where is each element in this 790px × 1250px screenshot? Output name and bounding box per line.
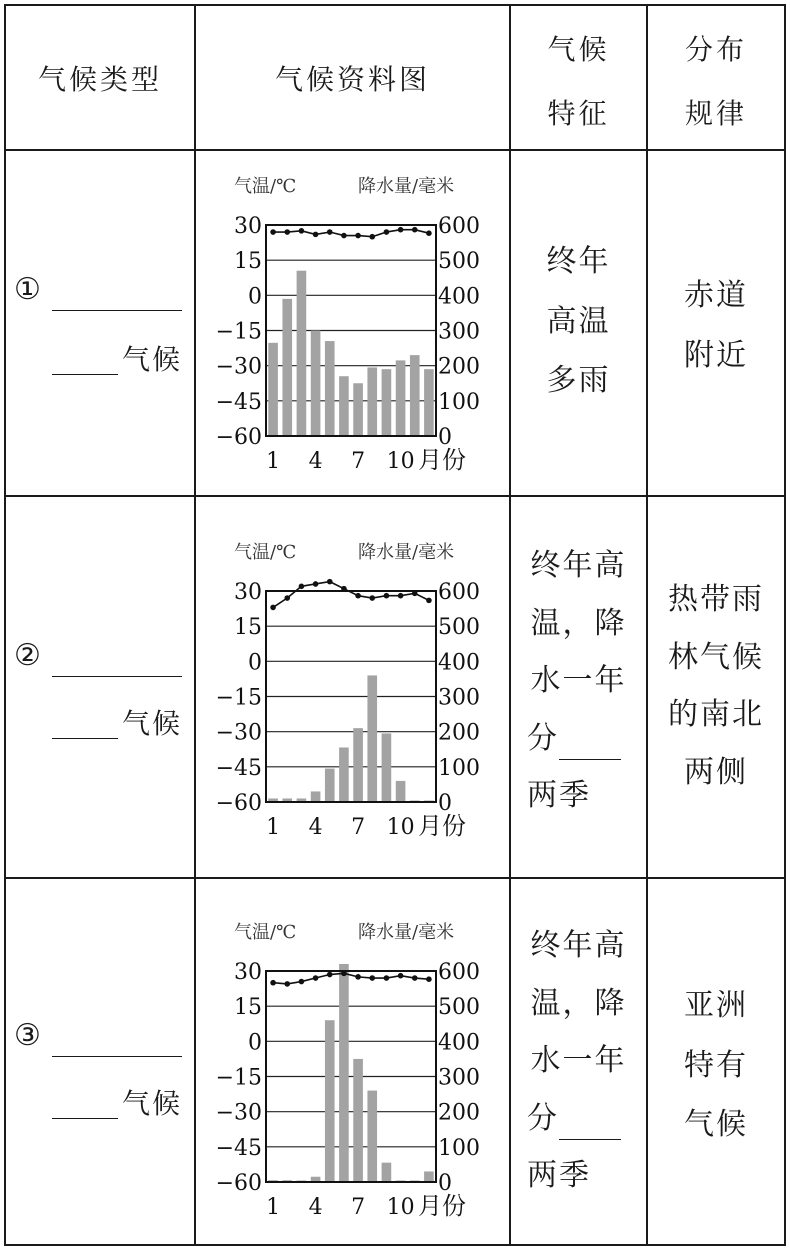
temperature-point xyxy=(426,230,432,236)
precipitation-bar xyxy=(424,369,434,436)
feature-line: 高温 xyxy=(546,303,611,339)
distribution-line: 赤道 xyxy=(684,278,748,313)
left-tick-label: −60 xyxy=(215,791,262,816)
climate-suffix: 气候 xyxy=(122,343,183,376)
precipitation-bar xyxy=(396,781,406,802)
header-climate-feature-line2: 特征 xyxy=(547,97,610,130)
distribution-line: 附近 xyxy=(684,337,748,373)
right-axis-label: 降水量/毫米 xyxy=(358,922,455,943)
answer-blank-line xyxy=(52,640,182,677)
temperature-point xyxy=(299,979,305,985)
x-tick-label: 4 xyxy=(308,815,323,840)
distribution-line: 两侧 xyxy=(684,754,748,790)
answer-blank xyxy=(559,729,621,760)
feature-line: 终年高 xyxy=(530,548,627,583)
left-tick-label: −15 xyxy=(215,685,262,711)
right-tick-label: 600 xyxy=(438,214,480,239)
distribution-line: 的南北 xyxy=(668,697,764,732)
feature-line: 分 xyxy=(527,1100,559,1136)
distribution-line: 亚洲 xyxy=(684,988,748,1023)
temperature-point xyxy=(355,974,361,980)
table-border-right xyxy=(784,4,786,1246)
precipitation-bar xyxy=(367,675,377,802)
right-tick-label: 300 xyxy=(438,1065,480,1091)
x-tick-label: 1 xyxy=(266,1195,281,1220)
right-tick-label: 500 xyxy=(438,249,480,275)
distribution-line: 特有 xyxy=(684,1047,748,1083)
temperature-point xyxy=(284,595,290,601)
x-tick-label: 10 xyxy=(386,1195,415,1220)
precipitation-bar xyxy=(339,964,349,1182)
feature-line: 终年 xyxy=(546,244,611,279)
x-tick-label: 7 xyxy=(351,815,366,840)
left-tick-label: 30 xyxy=(234,214,262,239)
temperature-point xyxy=(284,981,290,987)
left-axis-label: 气温/℃ xyxy=(234,542,297,563)
distribution-line: 气候 xyxy=(684,1107,748,1142)
climate-suffix: 气候 xyxy=(122,1087,183,1120)
row-marker: ② xyxy=(14,638,41,673)
precipitation-bar xyxy=(382,369,392,436)
right-tick-label: 600 xyxy=(438,580,480,605)
right-tick-label: 400 xyxy=(438,284,480,310)
row-marker: ① xyxy=(14,272,41,307)
right-axis-label: 降水量/毫米 xyxy=(358,176,455,197)
feature-line: 水一年 xyxy=(530,663,627,698)
left-tick-label: −30 xyxy=(215,720,262,746)
temperature-point xyxy=(355,233,361,239)
temperature-point xyxy=(384,593,390,599)
distribution-3 xyxy=(648,984,784,1147)
right-tick-label: 100 xyxy=(438,1135,480,1161)
temperature-point xyxy=(412,227,418,233)
x-tick-label: 7 xyxy=(351,1195,366,1220)
feature-line: 分 xyxy=(527,720,559,756)
x-tick-label: 10 xyxy=(386,815,415,840)
precipitation-bar xyxy=(268,343,278,436)
right-tick-label: 500 xyxy=(438,995,480,1021)
left-axis-label: 气温/℃ xyxy=(234,176,297,197)
table-border-bottom xyxy=(4,1244,786,1246)
row-marker: ③ xyxy=(14,1018,41,1053)
answer-blank-line xyxy=(52,274,182,311)
left-axis-label: 气温/℃ xyxy=(234,922,297,943)
feature-line: 温，降 xyxy=(530,605,627,641)
right-tick-label: 200 xyxy=(438,720,480,746)
answer-blank-line xyxy=(52,1020,182,1057)
answer-blank-line xyxy=(52,338,118,375)
distribution-line: 林气候 xyxy=(668,639,764,675)
temperature-point xyxy=(327,972,333,978)
x-axis-label: 月份 xyxy=(418,446,466,474)
feature-line-with-blank xyxy=(511,1097,646,1141)
right-tick-label: 100 xyxy=(438,389,480,415)
left-tick-label: −15 xyxy=(215,1065,262,1091)
left-tick-label: 15 xyxy=(234,249,262,275)
temperature-point xyxy=(355,593,361,599)
feature-line-with-blank xyxy=(511,717,646,761)
precipitation-bar xyxy=(325,769,335,802)
temperature-point xyxy=(270,980,276,986)
precipitation-bar xyxy=(396,360,406,436)
temperature-point xyxy=(384,229,390,235)
left-tick-label: 0 xyxy=(248,284,262,310)
right-axis-label: 降水量/毫米 xyxy=(358,542,455,563)
left-tick-label: −30 xyxy=(215,1100,262,1126)
climate-suffix: 气候 xyxy=(122,707,183,740)
right-tick-label: 0 xyxy=(438,425,452,450)
left-tick-label: −45 xyxy=(215,389,262,415)
right-tick-label: 500 xyxy=(438,615,480,641)
x-tick-label: 7 xyxy=(351,449,366,474)
left-tick-label: −45 xyxy=(215,755,262,781)
climate-chart-2 xyxy=(196,516,509,861)
precipitation-bar xyxy=(297,271,307,436)
precipitation-bar xyxy=(410,355,420,436)
right-tick-label: 0 xyxy=(438,1171,452,1196)
answer-blank-line xyxy=(52,1082,118,1119)
temperature-point xyxy=(398,973,404,979)
header-distribution-line1: 分布 xyxy=(684,33,747,66)
temperature-point xyxy=(341,233,347,239)
temperature-point xyxy=(398,227,404,233)
precipitation-bar xyxy=(424,1171,434,1182)
precipitation-bar xyxy=(311,791,321,802)
answer-blank-line xyxy=(52,702,118,739)
header-climate-feature-line1: 气候 xyxy=(547,33,610,66)
temperature-line xyxy=(273,230,429,237)
climate-feature-3 xyxy=(511,924,646,1198)
row-divider xyxy=(4,495,786,497)
x-axis-label: 月份 xyxy=(418,812,466,840)
x-axis-label: 月份 xyxy=(418,1192,466,1220)
left-tick-label: 15 xyxy=(234,995,262,1021)
distribution-line: 热带雨 xyxy=(668,582,764,617)
climate-feature-1 xyxy=(511,240,646,403)
feature-line: 多雨 xyxy=(546,363,611,398)
precipitation-bar xyxy=(382,733,392,802)
left-tick-label: 0 xyxy=(248,650,262,676)
feature-line: 水一年 xyxy=(530,1043,627,1078)
table-border-left xyxy=(4,4,6,1246)
temperature-point xyxy=(313,232,319,238)
temperature-point xyxy=(313,975,319,981)
precipitation-bar xyxy=(353,1059,363,1182)
temperature-point xyxy=(369,975,375,981)
precipitation-bar xyxy=(325,1020,335,1182)
precipitation-bar xyxy=(282,299,292,436)
temperature-point xyxy=(426,976,432,982)
distribution-1 xyxy=(648,274,784,377)
precipitation-bar xyxy=(367,1091,377,1182)
x-tick-label: 1 xyxy=(266,449,281,474)
feature-line: 两季 xyxy=(527,1158,591,1193)
x-tick-label: 1 xyxy=(266,815,281,840)
left-tick-label: −60 xyxy=(215,425,262,450)
precipitation-bar xyxy=(339,747,349,802)
left-tick-label: −45 xyxy=(215,1135,262,1161)
left-tick-label: 0 xyxy=(248,1030,262,1056)
right-tick-label: 100 xyxy=(438,755,480,781)
temperature-point xyxy=(284,229,290,235)
precipitation-bar xyxy=(339,376,349,436)
temperature-point xyxy=(369,595,375,601)
left-tick-label: −30 xyxy=(215,354,262,380)
feature-line: 两季 xyxy=(527,778,591,813)
temperature-line xyxy=(273,582,429,608)
header-climate-chart: 气候资料图 xyxy=(274,63,430,96)
precipitation-bar xyxy=(325,341,335,436)
right-tick-label: 400 xyxy=(438,650,480,676)
header-distribution-line2: 规律 xyxy=(684,97,747,130)
left-tick-label: 30 xyxy=(234,960,262,985)
precipitation-bar xyxy=(353,383,363,436)
x-tick-label: 4 xyxy=(308,1195,323,1220)
left-tick-label: 30 xyxy=(234,580,262,605)
right-tick-label: 300 xyxy=(438,319,480,345)
temperature-point xyxy=(299,228,305,234)
row-divider xyxy=(4,877,786,879)
temperature-point xyxy=(299,584,305,590)
x-tick-label: 4 xyxy=(308,449,323,474)
temperature-point xyxy=(327,579,333,585)
precipitation-bar xyxy=(353,728,363,802)
header-climate-type: 气候类型 xyxy=(37,63,162,96)
right-tick-label: 200 xyxy=(438,354,480,380)
temperature-line xyxy=(273,973,429,984)
left-tick-label: −60 xyxy=(215,1171,262,1196)
distribution-2 xyxy=(648,578,784,794)
climate-chart-3 xyxy=(196,896,509,1241)
answer-blank xyxy=(559,1109,621,1140)
temperature-point xyxy=(412,975,418,981)
right-tick-label: 300 xyxy=(438,685,480,711)
temperature-point xyxy=(426,598,432,604)
right-tick-label: 200 xyxy=(438,1100,480,1126)
climate-chart-1 xyxy=(196,150,509,495)
x-tick-label: 10 xyxy=(386,449,415,474)
right-tick-label: 600 xyxy=(438,960,480,985)
temperature-point xyxy=(384,975,390,981)
climate-feature-2 xyxy=(511,544,646,818)
temperature-point xyxy=(398,593,404,599)
temperature-point xyxy=(327,229,333,235)
precipitation-bar xyxy=(382,1163,392,1182)
table-border-top xyxy=(4,4,786,6)
precipitation-bar xyxy=(311,331,321,437)
left-tick-label: −15 xyxy=(215,319,262,345)
feature-line: 温，降 xyxy=(530,985,627,1021)
left-tick-label: 15 xyxy=(234,615,262,641)
temperature-point xyxy=(270,605,276,611)
temperature-point xyxy=(369,234,375,240)
right-tick-label: 0 xyxy=(438,791,452,816)
temperature-point xyxy=(270,229,276,235)
feature-line: 终年高 xyxy=(530,928,627,963)
right-tick-label: 400 xyxy=(438,1030,480,1056)
temperature-point xyxy=(313,581,319,587)
precipitation-bar xyxy=(367,367,377,436)
